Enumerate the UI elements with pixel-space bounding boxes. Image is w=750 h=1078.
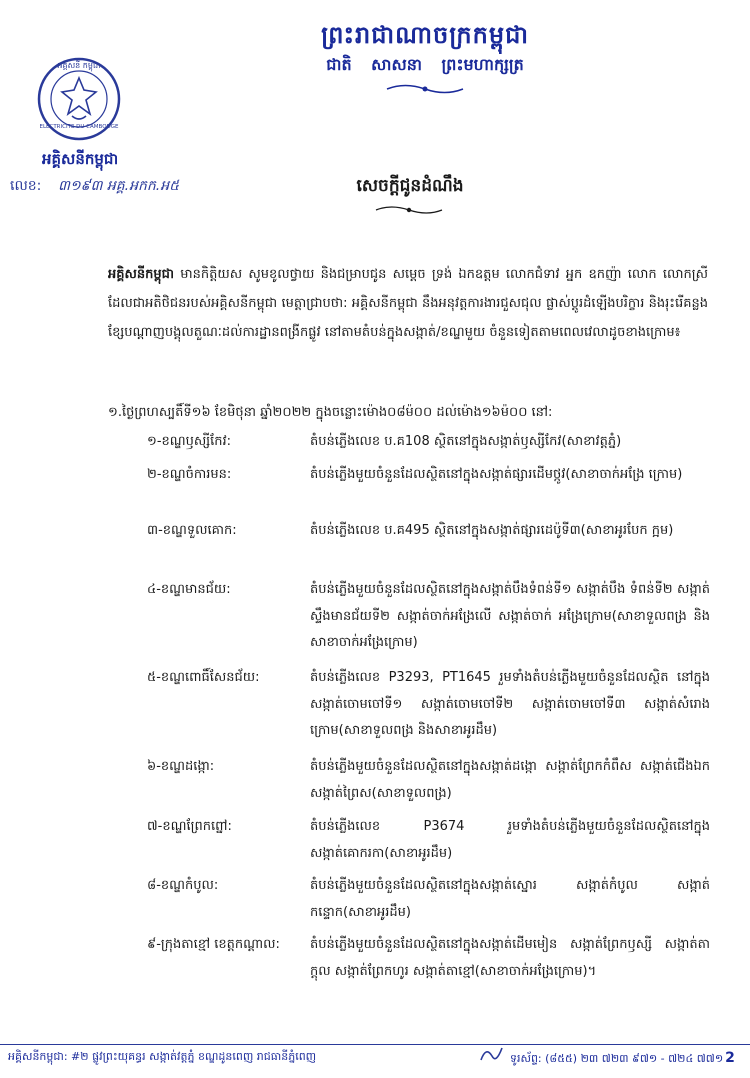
- intro-paragraph: [108, 260, 708, 347]
- edc-logo: [36, 56, 122, 146]
- footer-phone-text: ទូរស័ព្ទ: (៨៥៥) ២៣ ៧២៣ ៩៧១ - ៧២៤ ៧៧១: [510, 1052, 724, 1065]
- item-desc: តំបន់ភ្លើងលេខ P3293, PT1645 រួមទាំងតំបន់ភ្លើងមួយចំនួនដែលស្ថិត នៅក្នុងសង្កាត់ចោមចៅទី១ សង្កាត់ចោមចៅទី២ សង្កាត់ចោមចៅទី៣ សង្កាត់សំរោងក្រោម(សាខាទួលពង្រ និងសាខាអូរដឹម): [310, 670, 710, 738]
- footer-divider: [0, 1044, 750, 1045]
- logo-bottom-text: ELECTRICITE DU CAMBODGE: [39, 124, 119, 130]
- item-label: ៥-ខណ្ឌពោធិ៍សែនជ័យ:: [147, 670, 260, 685]
- item-desc: តំបន់ភ្លើងលេខ ប.គ108 ស្ថិតនៅក្នុងសង្កាត់ឫស្សីកែវ(សាខាវត្តភ្នំ): [310, 434, 622, 449]
- logo-top-text: អគ្គិសនី កម្ពុជា: [57, 61, 101, 70]
- item-desc: តំបន់ភ្លើងលេខ P3674 រួមទាំងតំបន់ភ្លើងមួយចំនួនដែលស្ថិតនៅក្នុង សង្កាត់គោករកា(សាខាអូរដឹម): [310, 819, 710, 861]
- footer-address: អគ្គិសនីកម្ពុជា: #២ ផ្លូវព្រះយុគន្ធរ សង្កាត់វត្តភ្នំ ខណ្ឌដូនពេញ រាជធានីភ្នំពេញ: [8, 1050, 317, 1063]
- footer-phone: [510, 1050, 735, 1068]
- intro-org-name: អគ្គិសនីកម្ពុជា: [108, 267, 175, 282]
- item-desc: តំបន់ភ្លើងមួយចំនួនដែលស្ថិតនៅក្នុងសង្កាត់ដើមមៀន សង្កាត់ព្រែកឫស្សី សង្កាត់តាក្ដុល សង្កាត់ព្រែកហូរ សង្កាត់តាខ្មៅ(សាខាចាក់អង្រែក្រោម)។: [310, 937, 710, 979]
- schedule-heading: ១.ថ្ងៃព្រហស្បតិ៍ទី១៦ ខែមិថុនា ឆ្នាំ២០២២ ក្នុងចន្លោះម៉ោង០៨ម៉០០ ដល់ម៉ោង១៦ម៉០០ នៅ:: [108, 405, 553, 420]
- item-desc: តំបន់ភ្លើងមួយចំនួនដែលស្ថិតនៅក្នុងសង្កាត់ផ្សារដើមថ្កូវ(សាខាចាក់អង្រែ ក្រោម): [310, 467, 683, 482]
- organization-name: អគ្គិសនីកម្ពុជា: [42, 150, 119, 168]
- item-label: ៣-ខណ្ឌទួលគោក:: [147, 523, 237, 538]
- item-label: ៤-ខណ្ឌមានជ័យ:: [147, 582, 231, 597]
- reference-label: លេខ:: [10, 178, 42, 194]
- item-label: ១-ខណ្ឌឫស្សីកែវ:: [147, 434, 232, 449]
- page-number: 2: [725, 1050, 735, 1066]
- kingdom-header: ព្រះរាជាណាចក្រកម្ពុជា: [321, 21, 529, 49]
- signature-mark-icon: [478, 1042, 506, 1066]
- item-desc: តំបន់ភ្លើងលេខ ប.គ495 ស្ថិតនៅក្នុងសង្កាត់ផ្សារដេប៉ូទី៣(សាខាអូរបែក ក្អម): [310, 523, 674, 538]
- item-label: ២-ខណ្ឌចំការមន:: [147, 467, 232, 482]
- item-desc: តំបន់ភ្លើងមួយចំនួនដែលស្ថិតនៅក្នុងសង្កាត់ស្នោរ សង្កាត់កំបូល សង្កាត់ កន្ទោក(សាខាអូរដឹម): [310, 878, 710, 920]
- intro-text: មានកិត្តិយស សូមខូលថ្វាយ និងជម្រាបជូន សម្តេច ទ្រង់ ឯកឧត្តម លោកជំទាវ អ្នក ឧកញ៉ា លោក លោកស្រី ដែលជាអតិថិជនរបស់អគ្គិសនីកម្ពុជា មេត្តាជ្រាបថា: អគ្គិសនីកម្ពុជា នឹងអនុវត្តការងារជួសជុល ផ្លាស់ប្តូរដំឡើងបរិក្ខារ និងរុះរើគន្លងខ្សែបណ្តាញបង្គុលតួណៈដល់ការដ្ឋានពង្រីកផ្លូវ នៅតាមតំបន់ក្នុងសង្កាត់/ខណ្ឌមួយ ចំនួនទៀតតាមពេលវេលាដូចខាងក្រោម៖: [108, 267, 708, 340]
- item-label: ៦-ខណ្ឌដង្កោ:: [147, 759, 215, 774]
- item-desc: តំបន់ភ្លើងមួយចំនួនដែលស្ថិតនៅក្នុងសង្កាត់ដង្កោ សង្កាត់ព្រែកកំពឹស សង្កាត់ជើងឯក សង្កាត់ព្រៃស(សាខាទួលពង្រ): [310, 759, 710, 801]
- document-title: សេចក្តីជូនដំណឹង: [356, 176, 464, 196]
- title-ornament: [374, 203, 444, 217]
- ornament-divider: [385, 82, 465, 96]
- item-desc: តំបន់ភ្លើងមួយចំនួនដែលស្ថិតនៅក្នុងសង្កាត់បឹងទំពន់ទី១ សង្កាត់បឹង ទំពន់ទី២ សង្កាត់ស្ទឹងមានជ័យទី២ សង្កាត់ចាក់អង្រែលើ សង្កាត់ចាក់ អង្រែក្រោម(សាខាទួលពង្រ និងសាខាចាក់អង្រែក្រោម): [310, 582, 710, 650]
- item-label: ៨-ខណ្ឌកំបូល:: [147, 878, 219, 893]
- national-motto: ជាតិ សាសនា ព្រះមហាក្សត្រ: [326, 55, 524, 74]
- item-label: ៧-ខណ្ឌព្រែកព្នៅ:: [147, 819, 232, 834]
- reference-number: ៣១៩៣ អគ្គ.អកក.អ៥: [58, 178, 180, 194]
- item-label: ៩-ក្រុងតាខ្មៅ ខេត្តកណ្តាល:: [147, 937, 280, 952]
